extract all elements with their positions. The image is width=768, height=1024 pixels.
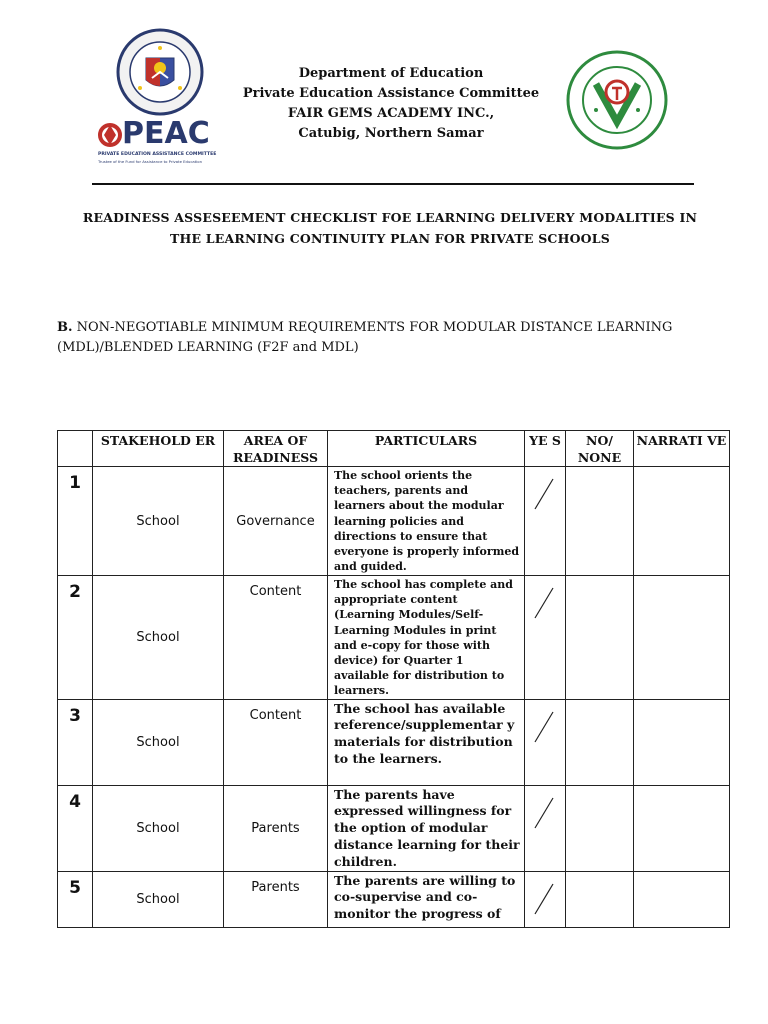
- section-text: NON-NEGOTIABLE MINIMUM REQUIREMENTS FOR MODULAR DISTANCE LEARNING (MDL)/BLENDED LEARNING (F2F and MDL): [57, 320, 673, 355]
- row-stakeholder: School: [93, 699, 224, 785]
- row-stakeholder: School: [93, 785, 224, 871]
- header-num: [58, 431, 93, 467]
- header-yes: YE S: [525, 431, 566, 467]
- title-line-2: THE LEARNING CONTINUITY PLAN FOR PRIVATE SCHOOLS: [170, 231, 610, 246]
- row-narrative-cell[interactable]: [634, 576, 730, 700]
- row-narrative-cell[interactable]: [634, 785, 730, 871]
- header-no: NO/ NONE: [566, 431, 634, 467]
- peac-logo-icon: [98, 120, 122, 150]
- row-particulars: The parents have expressed willingness for the option of modular distance learning for their children.: [328, 785, 525, 871]
- row-yes-cell[interactable]: [525, 576, 566, 700]
- row-number: 3: [58, 699, 93, 785]
- table-row: [58, 467, 730, 576]
- peac-wordmark: PEAC: [122, 116, 210, 151]
- table-row: [58, 699, 730, 785]
- deped-seal-icon: [116, 28, 204, 116]
- row-no-cell[interactable]: [566, 576, 634, 700]
- row-number: 1: [58, 467, 93, 576]
- row-number: 2: [58, 576, 93, 700]
- peac-tagline: Trustee of the Fund for Assistance to Private Education: [98, 159, 203, 164]
- title-line-1: READINESS ASSESEEMENT CHECKLIST FOE LEARNING DELIVERY MODALITIES IN: [82, 210, 698, 225]
- letterhead-line-1: Department of Education: [298, 66, 484, 81]
- row-area: [224, 699, 328, 785]
- section-label: B.: [57, 320, 73, 335]
- row-yes-cell[interactable]: [525, 785, 566, 871]
- row-particulars: The school orients the teachers, parents and learners about the modular learning policies and directions to ensure that everyone is properly informed and guided.: [328, 467, 525, 576]
- row-particulars: The parents are willing to co-supervise and co-monitor the progress of: [328, 871, 525, 927]
- row-narrative-cell[interactable]: [634, 699, 730, 785]
- row-area: [224, 576, 328, 700]
- table-row: [58, 576, 730, 700]
- row-stakeholder: School: [93, 576, 224, 700]
- row-number: 4: [58, 785, 93, 871]
- peac-subtitle: PRIVATE EDUCATION ASSISTANCE COMMITTEE: [98, 152, 217, 157]
- table-header-row: [58, 431, 730, 467]
- row-area: Parents: [224, 785, 328, 871]
- letterhead-line-2: Private Education Assistance Committee: [242, 86, 540, 101]
- header-divider: [92, 183, 694, 185]
- row-no-cell[interactable]: [566, 785, 634, 871]
- document-title: [40, 207, 740, 249]
- row-area-label: Parents: [251, 879, 300, 895]
- letterhead: [230, 64, 552, 144]
- row-area-label: Content: [249, 584, 302, 599]
- row-particulars: The school has available reference/supplementar y materials for distribution to the learners.: [328, 699, 525, 785]
- row-area: [224, 871, 328, 927]
- row-yes-cell[interactable]: [525, 467, 566, 576]
- row-no-cell[interactable]: [566, 467, 634, 576]
- header-narrative: NARRATI VE: [634, 431, 730, 467]
- left-logo-group: [98, 28, 234, 168]
- check-mark-icon: [533, 796, 555, 830]
- letterhead-line-3: FAIR GEMS ACADEMY INC.,: [287, 106, 495, 121]
- header-stakeholder: STAKEHOLD ER: [93, 431, 224, 467]
- row-narrative-cell[interactable]: [634, 871, 730, 927]
- row-number: 5: [58, 871, 93, 927]
- row-yes-cell[interactable]: [525, 699, 566, 785]
- header-area: AREA OF READINESS: [224, 431, 328, 467]
- check-mark-icon: [533, 477, 555, 511]
- section-heading: [57, 318, 737, 358]
- row-stakeholder: School: [93, 871, 224, 927]
- letterhead-line-4: Catubig, Northern Samar: [298, 126, 484, 141]
- table-row: [58, 785, 730, 871]
- row-no-cell[interactable]: [566, 699, 634, 785]
- row-particulars: The school has complete and appropriate content (Learning Modules/Self-Learning Modules in print and e-copy for those with device) for Quarter 1 available for distribution to learners.: [328, 576, 525, 700]
- check-mark-icon: [533, 882, 555, 916]
- header-particulars: PARTICULARS: [328, 431, 525, 467]
- row-area-label: Content: [249, 707, 302, 723]
- row-no-cell[interactable]: [566, 871, 634, 927]
- fair-gems-seal-icon: [566, 50, 668, 150]
- table-row: [58, 871, 730, 927]
- readiness-checklist-table: [57, 430, 730, 928]
- row-stakeholder: School: [93, 467, 224, 576]
- peac-logo: [98, 114, 234, 154]
- check-mark-icon: [533, 586, 555, 620]
- row-yes-cell[interactable]: [525, 871, 566, 927]
- row-area: Governance: [224, 467, 328, 576]
- check-mark-icon: [533, 710, 555, 744]
- row-narrative-cell[interactable]: [634, 467, 730, 576]
